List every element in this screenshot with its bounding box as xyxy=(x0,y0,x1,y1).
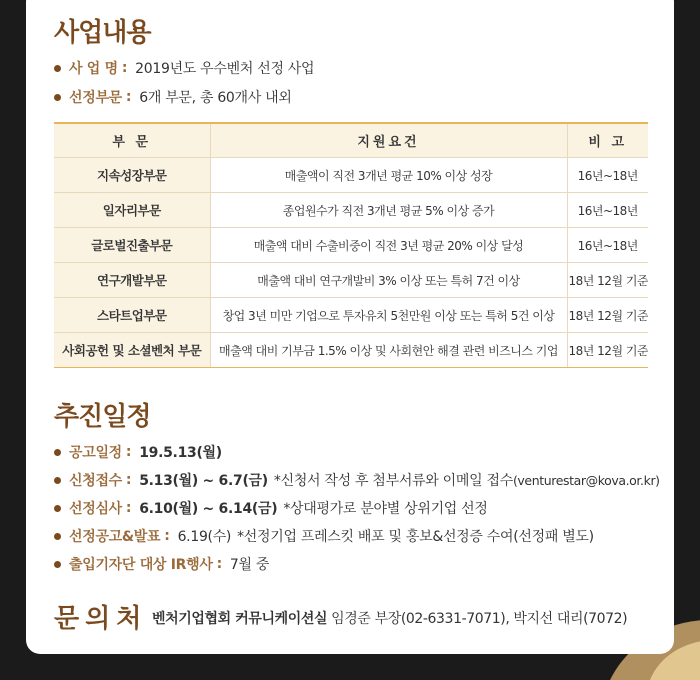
contact-title: 문의처 xyxy=(54,604,148,634)
row-category: 글로벌진출부문 xyxy=(54,228,210,263)
row-note: 16년~18년 xyxy=(567,193,648,228)
row-requirement: 매출액이 직전 3개년 평균 10% 이상 성장 xyxy=(210,158,567,193)
schedule-row: 선정공고&발표 : 6.19(수) *선정기업 프레스킷 배포 및 홍보&선정증 수여(선정패 별도) xyxy=(54,526,594,546)
contact-info xyxy=(152,608,627,628)
row-note: 18년 12월 기준 xyxy=(567,298,648,333)
row-requirement: 창업 3년 미만 기업으로 투자유치 5천만원 이상 또는 특허 5건 이상 xyxy=(210,298,567,333)
row-note: 16년~18년 xyxy=(567,228,648,263)
business-section-title: 사업내용 xyxy=(54,18,151,48)
table-row xyxy=(54,158,648,193)
schedule-note: *선정기업 프레스킷 배포 및 홍보&선정증 수여(선정패 별도) xyxy=(237,529,594,545)
schedule-note: *상대평가로 분야별 상위기업 선정 xyxy=(283,501,488,517)
table-row xyxy=(54,333,648,368)
schedule-email: (venturestar@kova.or.kr) xyxy=(512,472,660,488)
schedule-note: *신청서 작성 후 첨부서류와 이메일 접수 xyxy=(273,473,513,489)
table-row xyxy=(54,298,648,333)
content-card xyxy=(26,0,674,654)
business-name-row: 사 업 명 : 2019년도 우수벤처 선정 사업 xyxy=(54,58,314,78)
bullet-icon xyxy=(54,65,61,72)
selection-criteria-table xyxy=(54,122,648,368)
header-note: 비 고 xyxy=(567,123,648,158)
row-category: 일자리부문 xyxy=(54,193,210,228)
table-row xyxy=(54,228,648,263)
row-category: 스타트업부문 xyxy=(54,298,210,333)
row-category: 지속성장부문 xyxy=(54,158,210,193)
info-value: 2019년도 우수벤처 선정 사업 xyxy=(135,61,315,77)
schedule-section-title: 추진일정 xyxy=(54,402,151,432)
row-note: 18년 12월 기준 xyxy=(567,263,648,298)
contact-org: 벤처기업협회 커뮤니케이션실 xyxy=(152,611,328,627)
row-requirement: 종업원수가 직전 3개년 평균 5% 이상 증가 xyxy=(210,193,567,228)
schedule-date: 7월 중 xyxy=(229,557,270,573)
bullet-icon xyxy=(54,449,61,456)
info-key: 사 업 명 xyxy=(69,61,118,77)
bullet-icon xyxy=(54,561,61,568)
table-row xyxy=(54,193,648,228)
schedule-date: 6.19(수) xyxy=(177,529,232,545)
contact-detail: 임경준 부장(02-6331-7071), 박지선 대리(7072) xyxy=(327,611,628,627)
schedule-row: 신청접수 : 5.13(월) ~ 6.7(금) *신청서 작성 후 첨부서류와 이메일 접수 (venturestar@kova.or.kr) xyxy=(54,470,660,490)
schedule-row: 공고일정 : 19.5.13(월) xyxy=(54,442,222,462)
header-division: 부 문 xyxy=(54,123,210,158)
row-requirement: 매출액 대비 수출비중이 직전 3년 평균 20% 이상 달성 xyxy=(210,228,567,263)
bullet-icon xyxy=(54,477,61,484)
row-category: 연구개발부문 xyxy=(54,263,210,298)
table-header-row xyxy=(54,123,648,158)
schedule-key: 공고일정 xyxy=(69,445,122,461)
info-key: 선정부문 xyxy=(69,90,122,106)
schedule-date: 19.5.13(월) xyxy=(139,445,222,461)
header-requirement: 지원요건 xyxy=(210,123,567,158)
schedule-date: 6.10(월) ~ 6.14(금) xyxy=(139,501,278,517)
bullet-icon xyxy=(54,505,61,512)
table-row xyxy=(54,263,648,298)
row-requirement: 매출액 대비 연구개발비 3% 이상 또는 특허 7건 이상 xyxy=(210,263,567,298)
info-value: 6개 부문, 총 60개사 내외 xyxy=(139,90,292,106)
schedule-date: 5.13(월) ~ 6.7(금) xyxy=(139,473,268,489)
row-note: 18년 12월 기준 xyxy=(567,333,648,368)
business-division-row: 선정부문 : 6개 부문, 총 60개사 내외 xyxy=(54,87,292,107)
schedule-key: 출입기자단 대상 IR행사 xyxy=(69,557,213,573)
schedule-row: 선정심사 : 6.10(월) ~ 6.14(금) *상대평가로 분야별 상위기업 선정 xyxy=(54,498,488,518)
row-note: 16년~18년 xyxy=(567,158,648,193)
bullet-icon xyxy=(54,94,61,101)
row-requirement: 매출액 대비 기부금 1.5% 이상 및 사회현안 해결 관련 비즈니스 기업 xyxy=(210,333,567,368)
bullet-icon xyxy=(54,533,61,540)
schedule-key: 선정심사 xyxy=(69,501,122,517)
schedule-key: 신청접수 xyxy=(69,473,122,489)
schedule-row: 출입기자단 대상 IR행사 : 7월 중 xyxy=(54,554,269,574)
schedule-key: 선정공고&발표 xyxy=(69,529,161,545)
row-category: 사회공헌 및 소셜벤처 부문 xyxy=(54,333,210,368)
